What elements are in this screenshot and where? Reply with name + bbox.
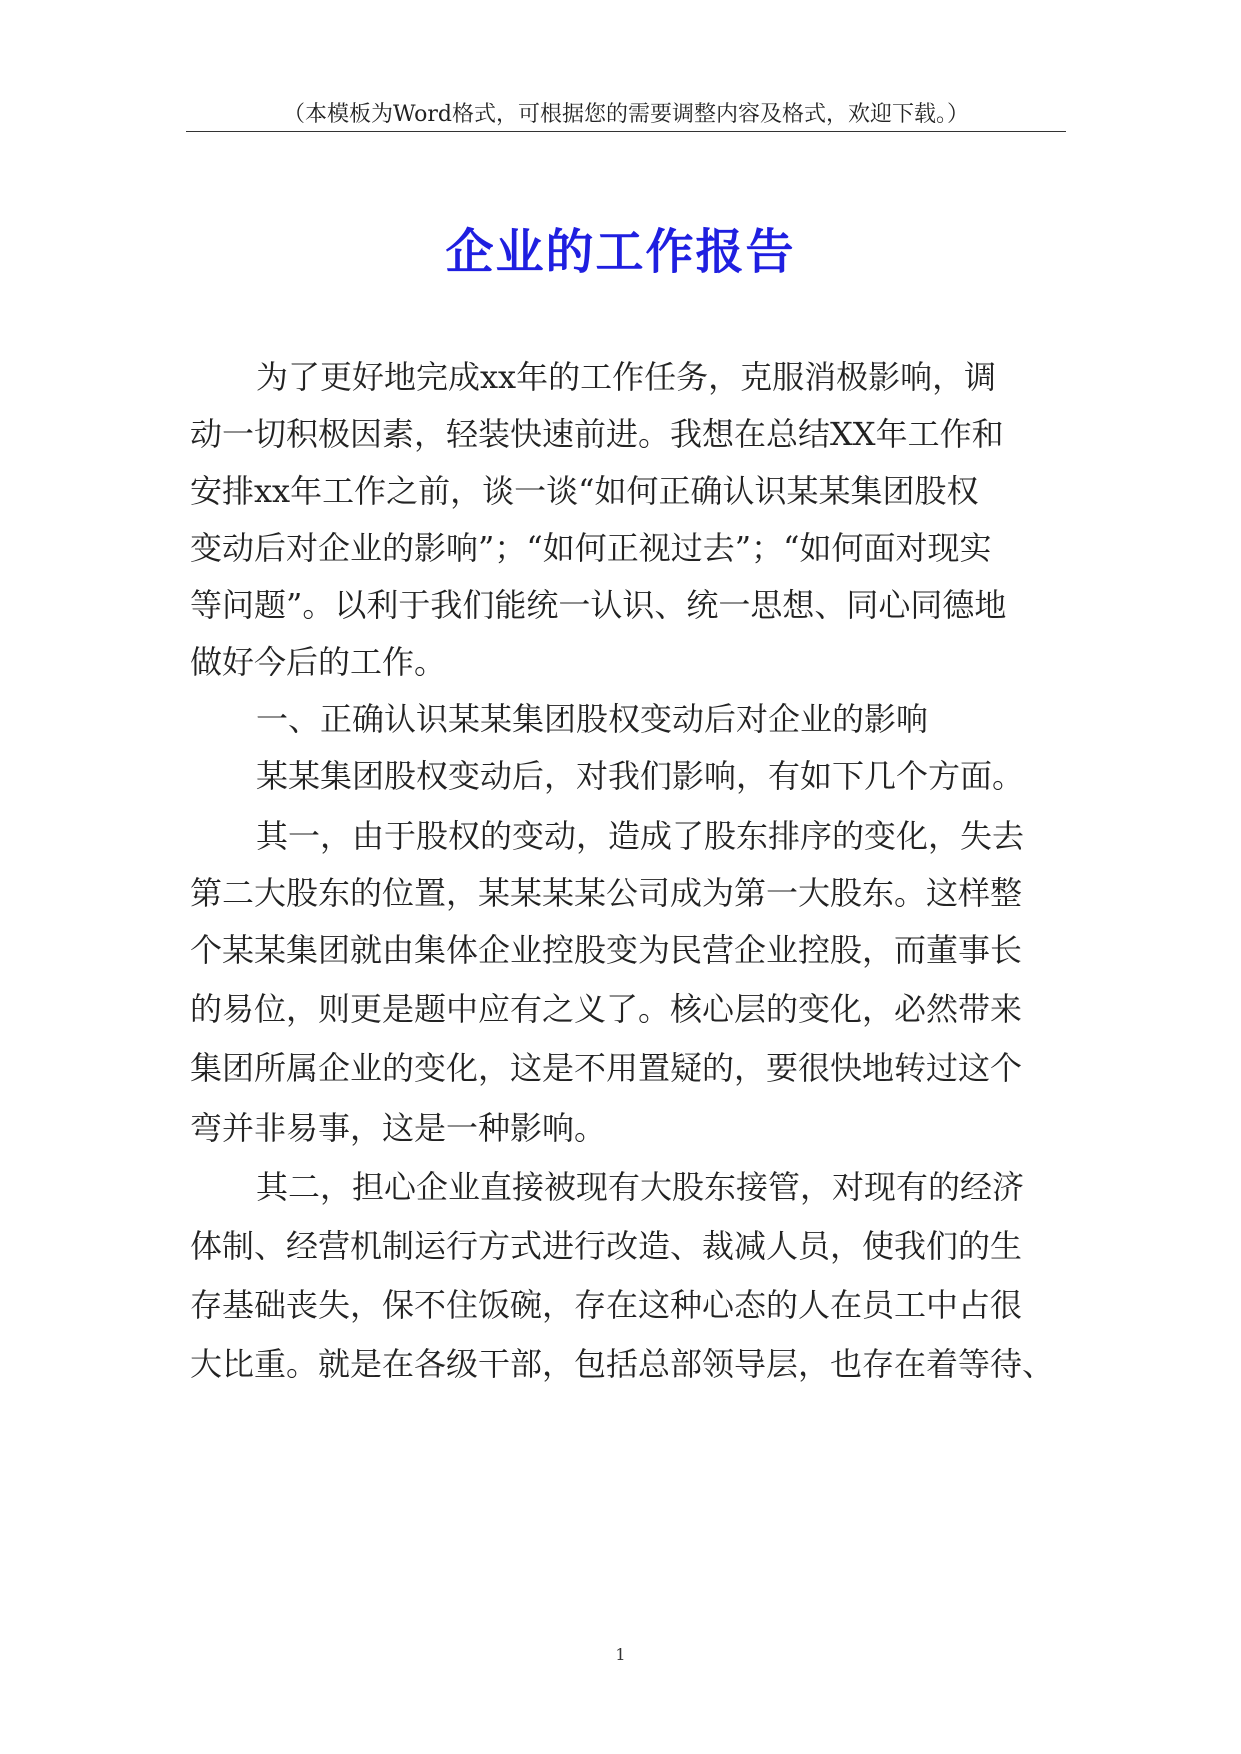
paragraph-line: 弯并非易事，这是一种影响。 bbox=[190, 1109, 607, 1147]
paragraph-line: 变动后对企业的影响”；“如何正视过去”；“如何面对现实 bbox=[190, 529, 992, 567]
paragraph-line: 大比重。就是在各级干部，包括总部领导层，也存在着等待、 bbox=[190, 1345, 1055, 1383]
paragraph-line: 为了更好地完成xx年的工作任务，克服消极影响，调 bbox=[256, 358, 997, 396]
paragraph-line: 某某集团股权变动后，对我们影响，有如下几个方面。 bbox=[256, 757, 1025, 795]
section-heading: 一、正确认识某某集团股权变动后对企业的影响 bbox=[256, 700, 929, 738]
paragraph-line: 动一切积极因素，轻装快速前进。我想在总结XX年工作和 bbox=[190, 415, 1004, 453]
paragraph-line: 体制、经营机制运行方式进行改造、裁减人员，使我们的生 bbox=[190, 1227, 1023, 1265]
document-title: 企业的工作报告 bbox=[445, 224, 796, 280]
page-number: 1 bbox=[615, 1645, 626, 1664]
paragraph-line: 的易位，则更是题中应有之义了。核心层的变化，必然带来 bbox=[190, 990, 1023, 1028]
paragraph-line: 其二，担心企业直接被现有大股东接管，对现有的经济 bbox=[256, 1168, 1025, 1206]
paragraph-line: 集团所属企业的变化，这是不用置疑的，要很快地转过这个 bbox=[190, 1049, 1023, 1087]
paragraph-line: 等问题”。以利于我们能统一认识、统一思想、同心同德地 bbox=[190, 586, 1007, 624]
paragraph-line: 个某某集团就由集体企业控股变为民营企业控股，而董事长 bbox=[190, 931, 1023, 969]
paragraph-line: 存基础丧失，保不住饭碗，存在这种心态的人在员工中占很 bbox=[190, 1286, 1023, 1324]
paragraph-line: 做好今后的工作。 bbox=[190, 643, 447, 681]
header-divider bbox=[186, 131, 1066, 132]
paragraph-line: 第二大股东的位置，某某某某公司成为第一大股东。这样整 bbox=[190, 874, 1023, 912]
paragraph-line: 安排xx年工作之前，谈一谈“如何正确认识某某集团股权 bbox=[190, 472, 979, 510]
template-note: （本模板为Word格式，可根据您的需要调整内容及格式，欢迎下载。） bbox=[283, 102, 969, 127]
paragraph-line: 其一，由于股权的变动，造成了股东排序的变化，失去 bbox=[256, 817, 1025, 855]
